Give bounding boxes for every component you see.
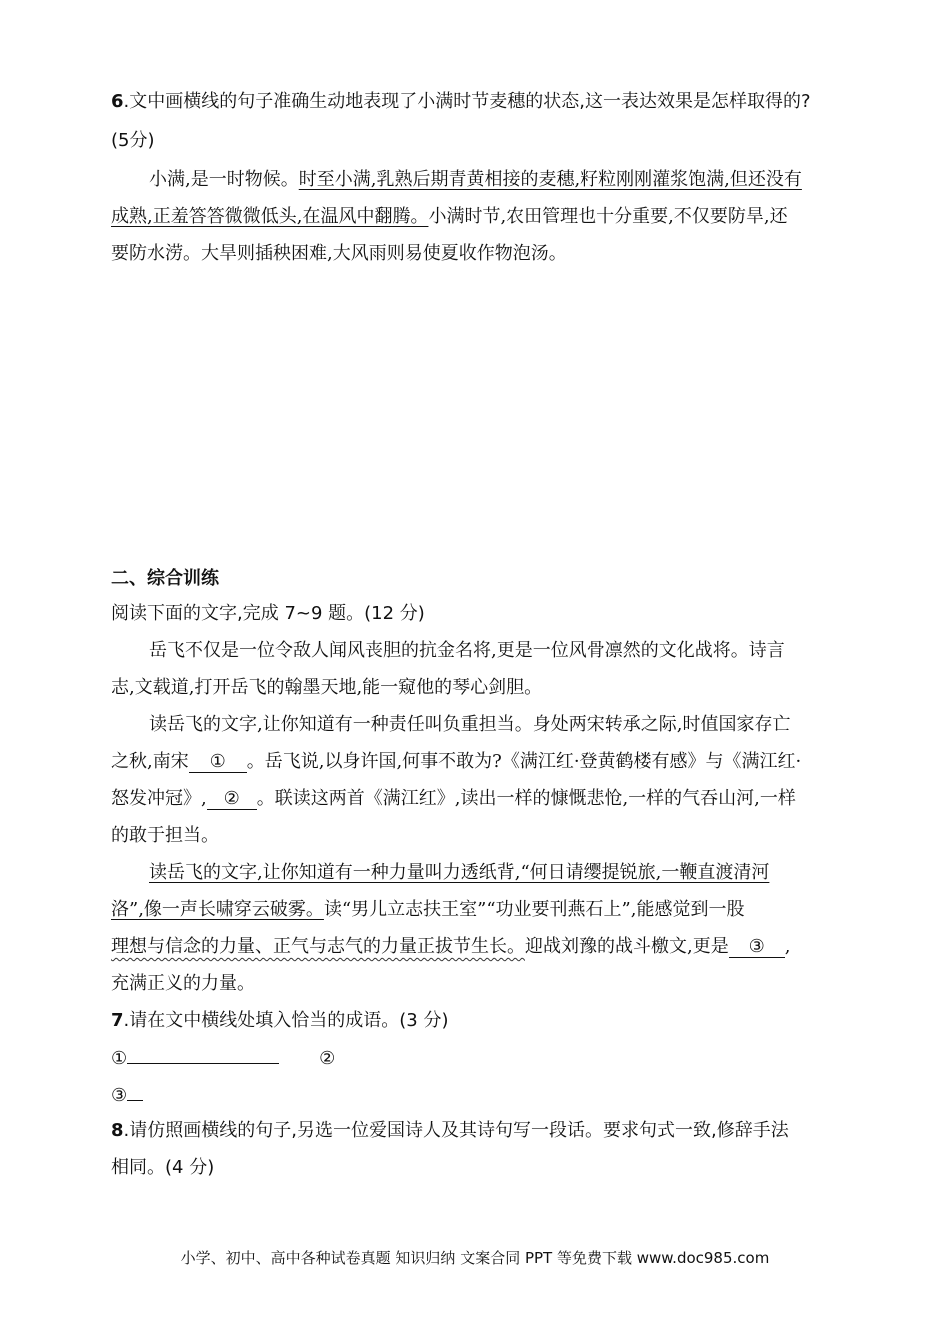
q6-passage-line-2	[111, 204, 788, 230]
q7-answer-row-2	[111, 1082, 143, 1109]
paragraph-2-line-4: 的敢于担当。	[111, 825, 219, 846]
answer-line-3[interactable]	[127, 1082, 143, 1101]
answer-line-1[interactable]	[127, 1045, 279, 1064]
blank-1: ①	[189, 752, 247, 773]
underlined-sentence: 时至小满,乳熟后期青黄相接的麦穗,籽粒刚刚灌浆饱满,但还没有	[298, 169, 802, 190]
underlined-sentence-cont: 洛”,像一声长啸穿云破雾。	[111, 899, 324, 920]
q7-answer-row-1	[111, 1045, 335, 1072]
paragraph-2-line-3	[111, 786, 796, 812]
page-footer: 小学、初中、高中各种试卷真题 知识归纳 文案合同 PPT 等免费下载 www.doc985.com	[180, 1249, 770, 1267]
answer-label-2: ②	[319, 1048, 336, 1069]
paragraph-3-line-2	[111, 897, 744, 923]
paragraph-text: 之秋,南宋	[111, 751, 189, 772]
wavy-underlined-sentence: 理想与信念的力量、正气与志气的力量正拔节生长。	[111, 936, 525, 957]
answer-label-1: ①	[111, 1048, 128, 1069]
q6-points: (5分)	[111, 130, 155, 151]
q7-number: 7	[111, 1010, 124, 1031]
paragraph-3-line-3	[111, 934, 790, 960]
q6-number: 6	[111, 91, 124, 112]
paragraph-text: 。联读这两首《满江红》,读出一样的慷慨悲怆,一样的气吞山河,一样	[256, 788, 796, 809]
underlined-sentence-cont: 成熟,正羞答答微微低头,在温风中翻腾。	[111, 206, 429, 227]
paragraph-1-line-1: 岳飞不仅是一位令敌人闻风丧胆的抗金名将,更是一位风骨凛然的文化战将。诗言	[149, 640, 785, 661]
paragraph-text: 。岳飞说,以身许国,何事不敢为?《满江红·登黄鹤楼有感》与《满江红·	[246, 751, 802, 772]
q8-prompt	[111, 1118, 789, 1144]
blank-2: ②	[207, 789, 257, 810]
reading-intro: 阅读下面的文字,完成 7~9 题。(12 分)	[111, 603, 425, 624]
paragraph-text: 怒发冲冠》,	[111, 788, 207, 809]
paragraph-text: ,	[784, 936, 791, 957]
q7-prompt	[111, 1008, 448, 1034]
paragraph-3-line-4: 充满正义的力量。	[111, 973, 255, 994]
paragraph-text: 读“男儿立志扶王室”“功业要刊燕石上”,能感觉到一股	[323, 899, 745, 920]
answer-label-3: ③	[111, 1085, 128, 1106]
section-heading: 二、综合训练	[111, 568, 219, 589]
q6-passage-text: 小满时节,农田管理也十分重要,不仅要防旱,还	[428, 206, 788, 227]
q8-text: .请仿照画横线的句子,另选一位爱国诗人及其诗句写一段话。要求句式一致,修辞手法	[123, 1120, 789, 1141]
q8-number: 8	[111, 1120, 124, 1141]
q8-prompt-line-2: 相同。(4 分)	[111, 1157, 215, 1178]
paragraph-1-line-2: 志,文载道,打开岳飞的翰墨天地,能一窥他的琴心剑胆。	[111, 677, 543, 698]
paragraph-2-line-1: 读岳飞的文字,让你知道有一种责任叫负重担当。身处两宋转承之际,时值国家存亡	[149, 714, 791, 735]
blank-3: ③	[729, 937, 785, 958]
q6-passage-line-3: 要防水涝。大旱则插秧困难,大风雨则易使夏收作物泡汤。	[111, 243, 567, 264]
q6-text: .文中画横线的句子准确生动地表现了小满时节麦穗的状态,这一表达效果是怎样取得的?	[123, 91, 811, 112]
q7-text: .请在文中横线处填入恰当的成语。(3 分)	[123, 1010, 449, 1031]
q6-passage-line-1	[149, 167, 802, 193]
paragraph-2-line-2	[111, 749, 801, 775]
underlined-sentence: 读岳飞的文字,让你知道有一种力量叫力透纸背,“何日请缨提锐旅,一鞭直渡清河	[149, 862, 770, 883]
q6-prompt	[111, 89, 811, 115]
q6-passage-text: 小满,是一时物候。	[149, 169, 299, 190]
paragraph-3-line-1	[149, 860, 769, 886]
paragraph-text: 迎战刘豫的战斗檄文,更是	[525, 936, 729, 957]
